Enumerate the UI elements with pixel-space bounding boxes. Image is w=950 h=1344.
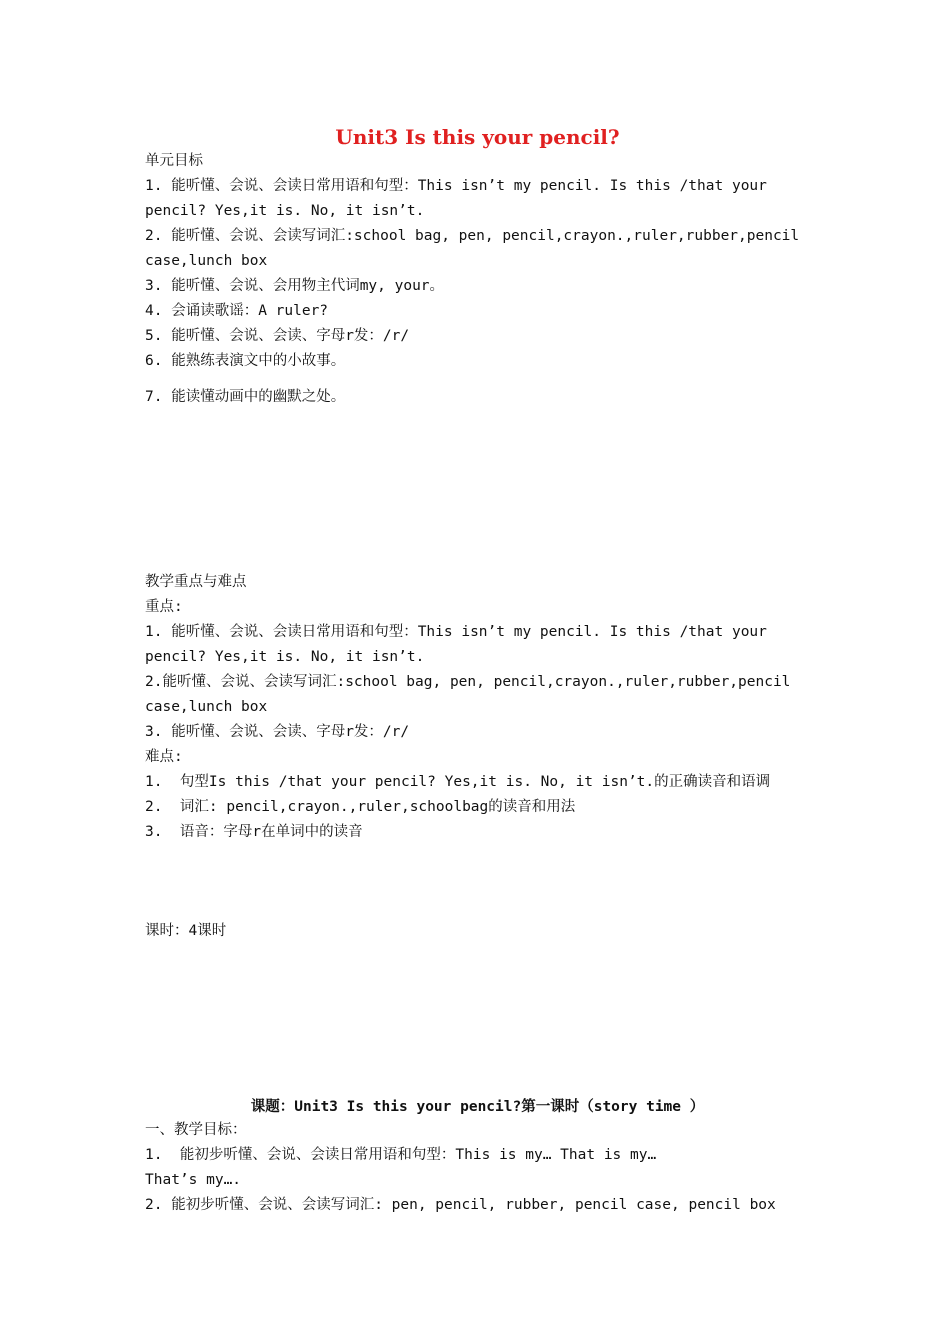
key-item-2-line-2: case,lunch box <box>145 699 268 715</box>
goal-item-5: 5. 能听懂、会说、会读、字母r发：/r/ <box>145 328 410 344</box>
goal-item-1-line-1: 1. 能听懂、会说、会读日常用语和句型：This isn’t my pencil. Is this /that your <box>145 178 767 194</box>
goal-item-2-line-1: 2. 能听懂、会说、会读写词汇:school bag, pen, pencil,crayon.,ruler,rubber,pencil <box>145 228 800 244</box>
class-periods: 课时：4课时 <box>145 923 227 939</box>
key-item-1-line-2: pencil? Yes,it is. No, it isn’t. <box>145 649 425 665</box>
difficult-item-2: 2. 词汇: pencil,crayon.,ruler,schoolbag的读音和用法 <box>145 799 576 815</box>
goal-item-1-line-2: pencil? Yes,it is. No, it isn’t. <box>145 203 425 219</box>
lesson-goals-heading: 一、教学目标： <box>145 1122 247 1138</box>
key-item-2-line-1: 2.能听懂、会说、会读写词汇:school bag, pen, pencil,crayon.,ruler,rubber,pencil <box>145 674 791 690</box>
difficult-points-label: 难点: <box>145 749 183 765</box>
difficult-item-3: 3. 语音：字母r在单词中的读音 <box>145 824 363 840</box>
difficult-item-1: 1. 句型Is this /that your pencil? Yes,it is. No, it isn’t.的正确读音和语调 <box>145 774 771 790</box>
goal-item-3: 3. 能听懂、会说、会用物主代词my, your。 <box>145 278 445 294</box>
lesson-item-2: 2. 能初步听懂、会说、会读写词汇: pen, pencil, rubber, pencil case, pencil box <box>145 1197 776 1213</box>
goal-item-6: 6. 能熟练表演文中的小故事。 <box>145 353 346 369</box>
document-title: Unit3 Is this your pencil? <box>335 125 620 149</box>
goals-heading: 单元目标 <box>145 153 203 169</box>
goal-item-4: 4. 会诵读歌谣：A ruler? <box>145 303 329 319</box>
goal-item-7: 7. 能读懂动画中的幽默之处。 <box>145 389 346 405</box>
key-item-3: 3. 能听懂、会说、会读、字母r发：/r/ <box>145 724 410 740</box>
key-points-label: 重点: <box>145 599 183 615</box>
lesson-item-1-line-1: 1. 能初步听懂、会说、会读日常用语和句型：This is my… That is my… <box>145 1147 657 1163</box>
key-item-1-line-1: 1. 能听懂、会说、会读日常用语和句型：This isn’t my pencil. Is this /that your <box>145 624 767 640</box>
lesson-title: 课题：Unit3 Is this your pencil?第一课时（story time ） <box>250 1099 705 1115</box>
focus-heading: 教学重点与难点 <box>145 574 247 590</box>
goal-item-2-line-2: case,lunch box <box>145 253 268 269</box>
lesson-item-1-line-2: That’s my…. <box>145 1172 242 1188</box>
